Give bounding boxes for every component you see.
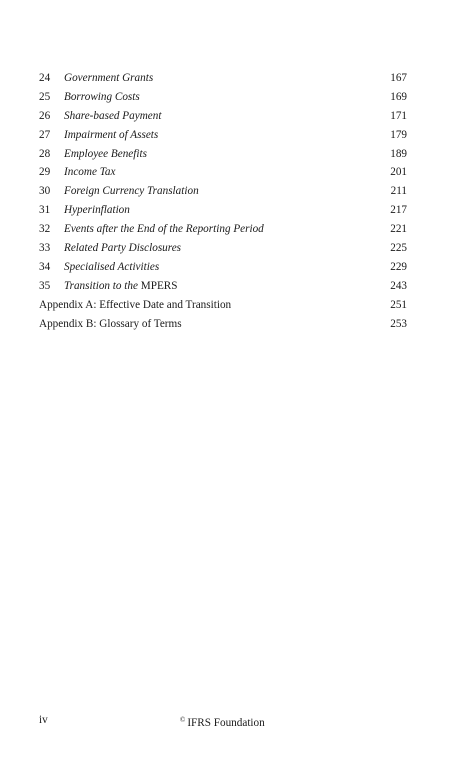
page-number: 243 xyxy=(390,279,407,292)
section-title: Government Grants xyxy=(64,72,154,84)
section-number: 35 xyxy=(39,279,51,292)
section-title: Hyperinflation xyxy=(64,204,130,217)
page-number: 225 xyxy=(390,242,407,255)
page-footer xyxy=(39,710,407,730)
section-number: 29 xyxy=(39,166,51,179)
section-number: 27 xyxy=(39,128,51,141)
toc-entry-26[interactable] xyxy=(39,107,407,126)
section-title: Specialised Activities xyxy=(64,260,160,273)
section-title: Employee Benefits xyxy=(64,147,147,160)
page-number: 169 xyxy=(390,90,407,103)
copyright-notice xyxy=(180,710,265,733)
toc-entry-appendix-b[interactable] xyxy=(39,315,407,334)
section-number: 33 xyxy=(39,242,51,255)
section-number: 30 xyxy=(39,185,51,198)
section-title: Share-based Payment xyxy=(64,109,162,122)
copyright-icon: © xyxy=(180,716,186,724)
page-number: 251 xyxy=(390,298,407,311)
section-number: 31 xyxy=(39,204,51,217)
toc-entry-24[interactable] xyxy=(39,69,407,88)
section-number: 24 xyxy=(39,72,51,84)
toc-entry-25[interactable] xyxy=(39,88,407,107)
toc-entry-29[interactable] xyxy=(39,163,407,182)
section-title: Borrowing Costs xyxy=(64,90,140,103)
toc-entry-30[interactable] xyxy=(39,182,407,201)
toc-entry-33[interactable] xyxy=(39,239,407,258)
section-title: Related Party Disclosures xyxy=(64,242,182,255)
toc-entry-32[interactable] xyxy=(39,220,407,239)
toc-entry-34[interactable] xyxy=(39,258,407,277)
toc-entry-appendix-a[interactable] xyxy=(39,296,407,315)
page-number: 211 xyxy=(390,185,407,198)
page-number: 201 xyxy=(390,166,407,179)
section-number: 26 xyxy=(39,109,51,122)
section-title: Impairment of Assets xyxy=(64,128,159,141)
toc-entry-31[interactable] xyxy=(39,201,407,220)
page-number: 221 xyxy=(390,223,407,236)
toc-entry-35[interactable] xyxy=(39,277,407,296)
toc-entry-28[interactable] xyxy=(39,145,407,164)
copyright-text: IFRS Foundation xyxy=(187,717,265,729)
page-number: 189 xyxy=(390,147,407,160)
section-title xyxy=(64,277,177,296)
folio-page-number: iv xyxy=(39,714,48,726)
section-title: Foreign Currency Translation xyxy=(64,185,199,198)
page-number: 179 xyxy=(390,128,407,141)
page-number: 229 xyxy=(390,260,407,273)
toc-entry-27[interactable] xyxy=(39,126,407,145)
section-number: 34 xyxy=(39,260,51,273)
page-number: 171 xyxy=(390,109,407,122)
section-number: 28 xyxy=(39,147,51,160)
section-number: 25 xyxy=(39,90,51,103)
section-title-acronym: MPERS xyxy=(140,279,178,292)
appendix-title: Appendix A: Effective Date and Transition xyxy=(39,298,232,311)
page-number: 167 xyxy=(390,72,407,84)
section-title: Events after the End of the Reporting Period xyxy=(64,223,264,236)
page-number: 253 xyxy=(390,317,407,330)
section-number: 32 xyxy=(39,223,51,236)
table-of-contents xyxy=(39,69,407,333)
appendix-title: Appendix B: Glossary of Terms xyxy=(39,317,182,330)
section-title: Income Tax xyxy=(64,166,116,179)
page-number: 217 xyxy=(390,204,407,217)
section-title-italic: Transition to the xyxy=(64,279,138,292)
